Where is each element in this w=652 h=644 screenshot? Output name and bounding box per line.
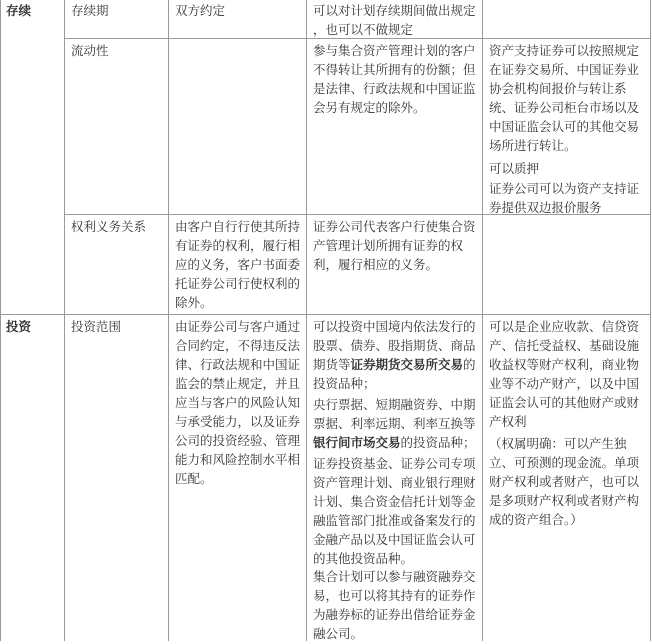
touzi-col4-p4: 集合计划可以参与融资融券交 易，也可以将其持有的证券作 为融券标的证券出借给证券金 融公司。 — [313, 570, 476, 641]
liudong-col5-p1: 资产支持证券可以按照规定 在证券交易所、中国证券业 协会机构间报价与转让系 统、证券公司柜台市场以及 中国证监会认可的其他交易 场所进行转让。 — [489, 44, 640, 153]
item-cunxuqi: 存续期 — [71, 4, 109, 18]
touzi-col5-p1: 可以是企业应收款、信贷资 产、信托受益权、基础设施 收益权等财产权利，商业物 业等不动产财产，以及中国 证监会认可的其他财产或财 产权利 — [489, 320, 640, 429]
touzi-col4-p3: 证券投资基金、证券公司专项 资产管理计划、商业银行理财 计划、集合资金信托计划等金 融监管部门批准或备案发行的 金融产品以及中国证监会认可 的其他投资品种。 — [313, 457, 476, 566]
touzi-col4-p2 — [313, 396, 481, 453]
quanli-col3: 由客户自行行使其所持 有证券的权利，履行相 应的义务，客户书面委 托证券公司行使权利的 除外。 — [175, 220, 301, 310]
touzi-col4-p1-b: 证券期货交易所交易 — [350, 358, 464, 372]
liudong-col4: 参与集合资产管理计划的客户 不得转让其所拥有的份额；但 是法律、行政法规和中国证监 会另有规定的除外。 — [313, 44, 476, 115]
touzi-col4-p2-b: 银行间市场交易 — [313, 436, 401, 450]
col-divider-6 — [650, 0, 651, 641]
row-divider-3 — [0, 314, 651, 315]
touzi-col4-p2-c: 的投资品种； — [400, 436, 476, 450]
item-touzifanwei: 投资范围 — [71, 320, 122, 334]
col-divider-5 — [482, 0, 483, 641]
touzi-col5-p2: （权属明确：可以产生独 立、可预测的现金流。单项 财产权利或者财产，也可以 是多项财产权利或者财产构 成的资产组合。） — [489, 437, 640, 527]
item-liudongxing: 流动性 — [71, 44, 109, 58]
liudong-col5-p3: 证券公司可以为资产支持证 券提供双边报价服务 — [489, 182, 640, 215]
col-divider-2 — [64, 0, 65, 641]
item-quanliyiwu: 权利义务关系 — [71, 220, 147, 234]
quanli-col4: 证券公司代表客户行使集合资 产管理计划所拥有证券的权 利，履行相应的义务。 — [313, 220, 476, 272]
touzi-col4-p1-a: 可以投资中国境内依法发行的 股票、债券、股指期货、商品 期货等 — [313, 320, 476, 372]
touzi-col4-p1 — [313, 318, 481, 394]
touzi-col4-p1-c: 的 投资品种； — [313, 358, 476, 391]
cunxu-col3: 双方约定 — [175, 4, 226, 18]
category-touzi: 投资 — [6, 320, 32, 334]
category-cunxu: 存续 — [6, 4, 32, 18]
col-divider-1 — [0, 0, 1, 641]
col-divider-3 — [168, 0, 169, 641]
touzi-col4-p2-a: 央行票据、短期融资券、中期 票据、利率远期、利率互换等 — [313, 398, 476, 431]
col-divider-4 — [306, 0, 307, 641]
touzi-col3: 由证券公司与客户通过 合同约定，不得违反法 律、行政法规和中国证 监会的禁止规定，并且 应当与客户的风险认知 与承受能力，以及证券 公司的投资经验、管理 能力和风险控制水平相 匹配。 — [175, 320, 301, 486]
liudong-col5-p2: 可以质押 — [489, 162, 540, 176]
cunxu-col4: 可以对计划存续期间做出规定 ，也可以不做规定 — [313, 4, 476, 37]
